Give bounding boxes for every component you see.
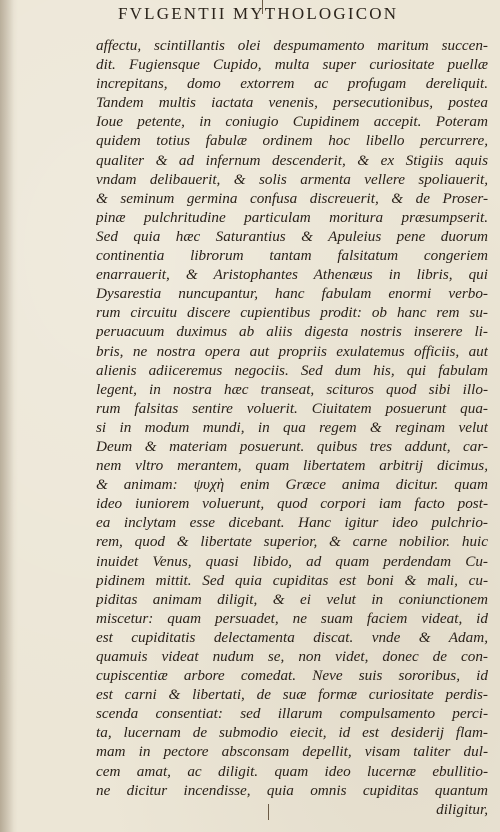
text-line: & seminum germina confusa discreuerit, & de Proser- (96, 189, 488, 207)
text-line: est cupiditatis delectamenta discat. vnde & Adam, (96, 628, 488, 646)
text-line: ta, lucernam de submodio eiecit, id est desiderij flam- (96, 724, 488, 742)
text-line: Sed quia hæc Saturantius & Apuleius pene duorum (96, 227, 488, 245)
text-line: si in modum mundi, in qua regem & reginam velut (96, 418, 488, 436)
text-line: enarrauerit, & Aristophantes Athenæus in libris, qui (96, 266, 488, 284)
text-line: cem amat, ac diligit. quam ideo lucernæ ebullitio- (96, 762, 488, 780)
text-line: Dysarestia nuncupantur, hanc fabulam enormi verbo- (96, 285, 488, 303)
text-line: ideo iuniorem voluerunt, quod corpori iam facto post- (96, 495, 488, 513)
text-line: increpitans, domo extorrem ac profugam dereliquit. (96, 75, 488, 93)
page-gutter-shadow (0, 0, 14, 832)
text-line: alienis adiiceremus negociis. Sed dum his, qui fabulam (96, 361, 488, 379)
text-line: qualiter & ad infernum descenderit, & ex Stigiis aquis (96, 151, 488, 169)
text-line: pidinem mittit. Sed quia cupiditas est boni & mali, cu- (96, 571, 488, 589)
text-line: ea inclytam esse dicebant. Hanc igitur ideo pulchrio- (96, 514, 488, 532)
text-line: bris, ne nostra opera aut propriis exulatemus officiis, aut (96, 342, 488, 360)
text-line: cupiscentiæ arbore comedat. Neve suis sororibus, id (96, 667, 488, 685)
text-line: inuidet Venus, quasi libido, ad quam perdendam Cu- (96, 552, 488, 570)
text-line: rum circuitu discere cupientibus prodit: ob hanc rem su- (96, 304, 488, 322)
text-line: Ioue petente, in coniugio Cupidinem accepit. Poteram (96, 113, 488, 131)
text-line: & animam: ψυχὴ enim Græce anima dicitur. quam (96, 476, 488, 494)
text-line: dit. Fugiensque Cupido, multa super curiositate puellæ (96, 56, 488, 74)
text-line: nem vltro merantem, quam libertatem arbitrij dicimus, (96, 457, 488, 475)
text-line: mam in pectore absconsam depellit, visam taliter dul- (96, 743, 488, 761)
text-line: quamuis videat nudum se, non videt, donec de con- (96, 648, 488, 665)
text-line: est carni & libertati, de suæ formæ curiositate perdis- (96, 686, 488, 704)
body-text (96, 36, 488, 819)
catchword-line: diligitur, (436, 800, 488, 818)
text-line: peruacuum duximus ab aliis digesta nostris inserere li- (96, 323, 488, 341)
text-line: rem, quod & libertate superior, & carne nobilior. huic (96, 533, 488, 551)
text-line: Deum & materiam posuerunt. quibus tres addunt, car- (96, 437, 488, 455)
text-line: continentia librorum tantam falsitatum congeriem (96, 247, 488, 265)
text-line: affectu, scintillantis olei despumamento maritum succen- (96, 37, 488, 54)
text-line: ne dicitur incendisse, quia omnis cupiditas quantum (96, 781, 488, 799)
text-line: pinæ pulchritudine particulam moritura præsumpserit. (96, 208, 488, 226)
text-line: vndam delibauerit, & solis armenta vellere spoliauerit, (96, 170, 488, 188)
text-line: Tandem multis iactata venenis, persecutionibus, postea (96, 94, 488, 112)
text-line: quidem totius fabulæ ordinem hoc libello percurrere, (96, 132, 488, 150)
text-line: piditas animam diligit, & ei velut in coniunctionem (96, 590, 488, 608)
text-line: rum falsitas sentire voluerit. Ciuitatem posuerunt qua- (96, 399, 488, 417)
text-line: legent, in nostra hæc transeat, scituros quod sibi illo- (96, 380, 488, 398)
running-head: FVLGENTII MYTHOLOGICON (118, 4, 399, 23)
text-line: scenda consentiat: sed illarum compulsamento perci- (96, 705, 488, 723)
text-line: miscetur: quam persuadet, ne suam faciem videat, id (96, 609, 488, 627)
